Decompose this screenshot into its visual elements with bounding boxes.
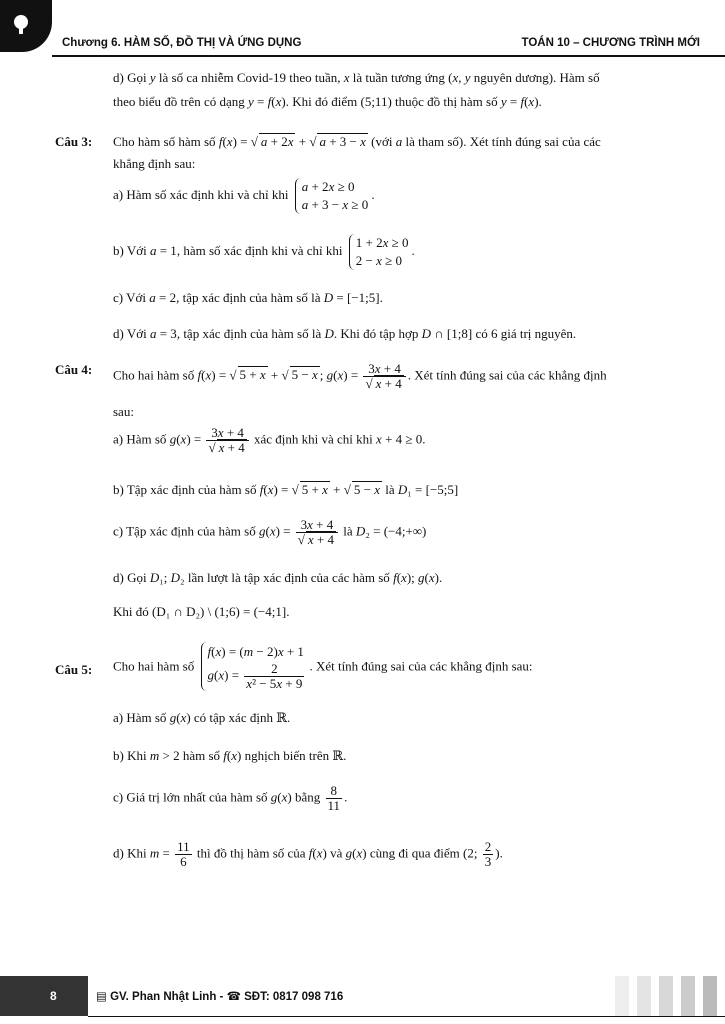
page-footer [0, 976, 725, 1024]
author-info: ▤ GV. Phan Nhật Linh - ☎ SĐT: 0817 098 716 [96, 991, 344, 1003]
question-label: Câu 3: [55, 134, 93, 149]
document-icon: ▤ [96, 991, 107, 1003]
logo [0, 0, 52, 52]
decorative-bars [615, 976, 725, 1016]
page-number: 8 [50, 989, 57, 1003]
chapter-title: Chương 6. HÀM SỐ, ĐỒ THỊ VÀ ỨNG DỤNG [62, 37, 302, 49]
page-header [0, 0, 725, 62]
logo-icon [10, 13, 32, 35]
question-label: Câu 5: [55, 662, 93, 677]
phone-icon: ☎ [226, 991, 241, 1003]
teacher-name: GV. Phan Nhật Linh [110, 991, 217, 1003]
course-title: TOÁN 10 – CHƯƠNG TRÌNH MỚI [521, 37, 700, 49]
footer-rule [88, 1016, 725, 1017]
question-label: Câu 4: [55, 362, 93, 377]
page-number-box [0, 976, 88, 1016]
phone-number: SĐT: 0817 098 716 [244, 991, 344, 1003]
header-rule [52, 55, 725, 57]
